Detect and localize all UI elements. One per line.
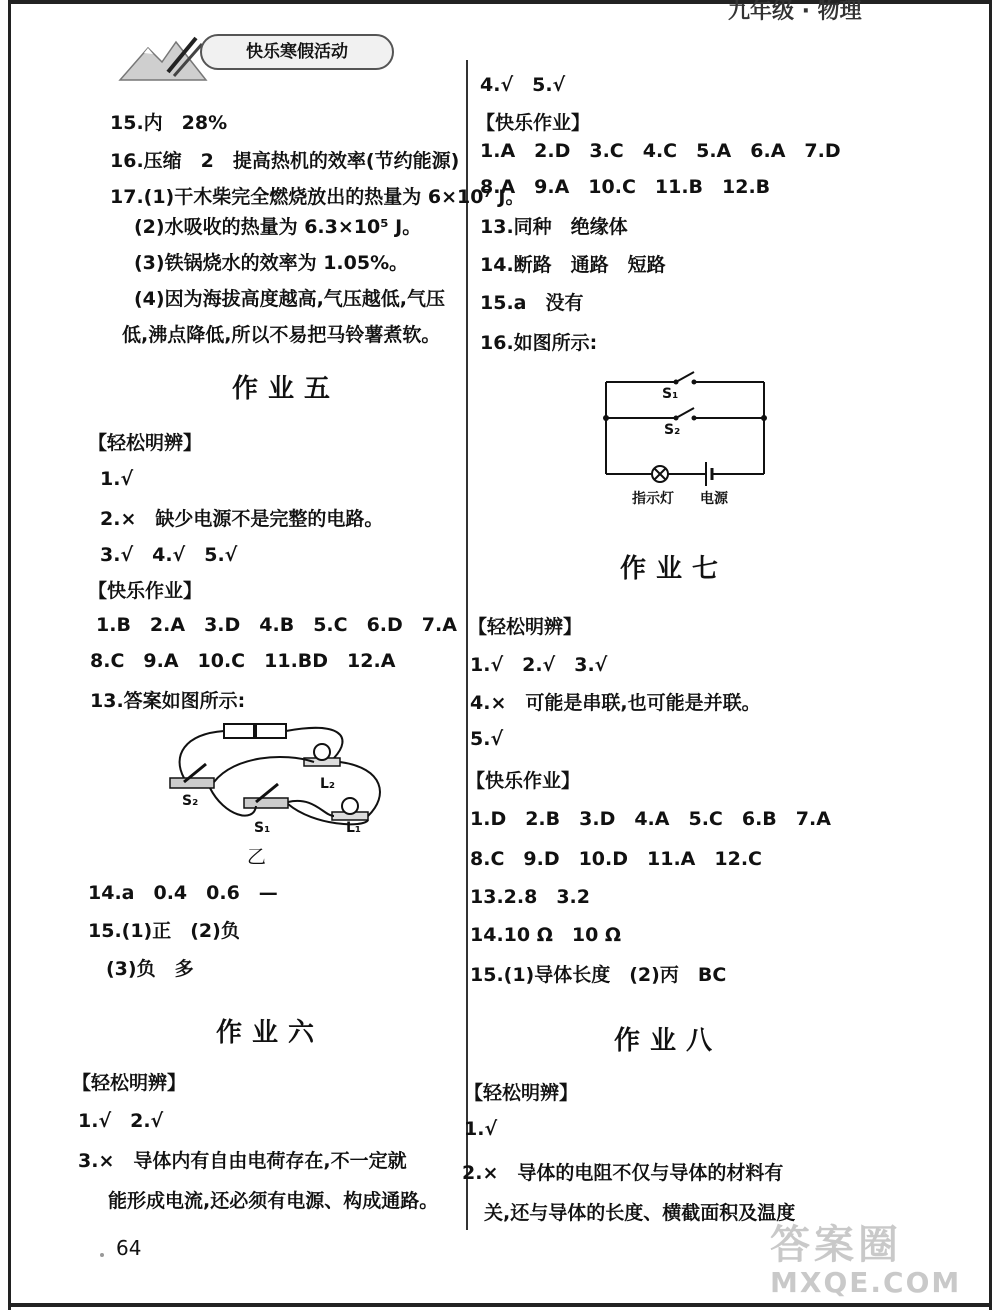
hw7-a1-3: 1.√ 2.√ 3.√ xyxy=(470,654,608,676)
hw7-q15: 15.(1)导体长度 (2)丙 BC xyxy=(470,964,727,986)
hw7-section-easy: 【轻松明辨】 xyxy=(468,616,583,638)
label-indicator-lamp: 指示灯 xyxy=(632,491,674,507)
hw5-a2: 2.× 缺少电源不是完整的电路。 xyxy=(100,508,384,530)
hw5-q13: 13.答案如图所示: xyxy=(90,690,246,712)
banner-title: 快乐寒假活动 xyxy=(200,34,394,70)
circuit-diagram-yi xyxy=(164,716,394,866)
right-a4-5: 4.√ 5.√ xyxy=(480,74,566,96)
frame-bottom-border xyxy=(8,1303,992,1307)
answer-17-3: (3)铁锅烧水的效率为 1.05%。 xyxy=(134,252,409,274)
label-power-source: 电源 xyxy=(700,491,728,507)
hw7-q13: 13.2.8 3.2 xyxy=(470,886,590,908)
label-l2: L₂ xyxy=(320,776,336,792)
hw7-mc-row2: 8.C 9.D 10.D 11.A 12.C xyxy=(470,848,762,870)
hw8-section-easy: 【轻松明辨】 xyxy=(464,1082,579,1104)
answer-16: 16.压缩 2 提高热机的效率(节约能源) xyxy=(110,150,460,172)
answer-17-4a: (4)因为海拔高度越高,气压越低,气压 xyxy=(134,288,446,310)
hw7-q14: 14.10 Ω 10 Ω xyxy=(470,924,622,946)
hw5-section-homework: 【快乐作业】 xyxy=(88,580,203,602)
hw8-a2a: 2.× 导体的电阻不仅与导体的材料有 xyxy=(462,1162,784,1184)
label-s1-right: S₁ xyxy=(662,386,679,402)
label-l1: L₁ xyxy=(346,820,362,836)
header-banner xyxy=(118,28,388,88)
hw7-heading: 作业七 xyxy=(620,554,729,584)
hw6-section-easy: 【轻松明辨】 xyxy=(72,1072,187,1094)
hw6-a1-2: 1.√ 2.√ xyxy=(78,1110,164,1132)
watermark-logo xyxy=(770,1222,985,1302)
watermark-text-bottom: MXQE.COM xyxy=(770,1266,962,1299)
column-divider xyxy=(466,60,468,1230)
hw7-a5: 5.√ xyxy=(470,728,504,750)
mountain-icon xyxy=(118,28,208,88)
label-s2-right: S₂ xyxy=(664,422,681,438)
right-mc-row2: 8.A 9.A 10.C 11.B 12.B xyxy=(480,176,771,198)
right-q13: 13.同种 绝缘体 xyxy=(480,216,628,238)
hw8-a1: 1.√ xyxy=(464,1118,498,1140)
frame-right-border xyxy=(989,0,992,1310)
label-s2-left: S₂ xyxy=(182,793,199,809)
right-q15: 15.a 没有 xyxy=(480,292,584,314)
hw5-q14: 14.a 0.4 0.6 — xyxy=(88,882,278,904)
hw5-mc-row2: 8.C 9.A 10.C 11.BD 12.A xyxy=(90,650,396,672)
answer-15: 15.内 28% xyxy=(110,112,228,134)
right-q14: 14.断路 通路 短路 xyxy=(480,254,666,276)
hw7-mc-row1: 1.D 2.B 3.D 4.A 5.C 6.B 7.A xyxy=(470,808,831,830)
right-q16: 16.如图所示: xyxy=(480,332,598,354)
right-section-homework: 【快乐作业】 xyxy=(476,112,591,134)
decorative-dot xyxy=(100,1253,104,1257)
hw6-a3a: 3.× 导体内有自由电荷存在,不一定就 xyxy=(78,1150,407,1172)
circuit-diagram-parallel-switches xyxy=(598,362,774,512)
watermark-text-top: 答案圈 xyxy=(770,1222,902,1268)
right-mc-row1: 1.A 2.D 3.C 4.C 5.A 6.A 7.D xyxy=(480,140,841,162)
hw5-section-easy: 【轻松明辨】 xyxy=(88,432,203,454)
page-number: 64 xyxy=(116,1236,142,1260)
hw7-section-homework: 【快乐作业】 xyxy=(466,770,581,792)
hw5-q15b: (3)负 多 xyxy=(106,958,194,980)
hw5-a3-5: 3.√ 4.√ 5.√ xyxy=(100,544,238,566)
hw7-a4: 4.× 可能是串联,也可能是并联。 xyxy=(470,692,761,714)
hw5-q15a: 15.(1)正 (2)负 xyxy=(88,920,240,942)
hw5-heading: 作业五 xyxy=(232,374,341,404)
hw6-a3b: 能形成电流,还必须有电源、构成通路。 xyxy=(108,1190,439,1212)
answer-17-2: (2)水吸收的热量为 6.3×10⁵ J。 xyxy=(134,216,422,238)
figure-caption-yi: 乙 xyxy=(247,846,267,868)
grade-subject-header: 九年级 · 物理 xyxy=(728,0,862,24)
hw5-a1: 1.√ xyxy=(100,468,134,490)
frame-left-border xyxy=(8,0,11,1310)
answer-17-4b: 低,沸点降低,所以不易把马铃薯煮软。 xyxy=(122,324,441,346)
hw8-heading: 作业八 xyxy=(614,1026,723,1056)
hw6-heading: 作业六 xyxy=(216,1018,325,1048)
hw8-a2b: 关,还与导体的长度、横截面积及温度 xyxy=(484,1202,796,1224)
label-s1-left: S₁ xyxy=(254,820,271,836)
answer-17-1: 17.(1)干木柴完全燃烧放出的热量为 6×10⁷ J。 xyxy=(110,186,525,208)
hw5-mc-row1: 1.B 2.A 3.D 4.B 5.C 6.D 7.A xyxy=(96,614,457,636)
